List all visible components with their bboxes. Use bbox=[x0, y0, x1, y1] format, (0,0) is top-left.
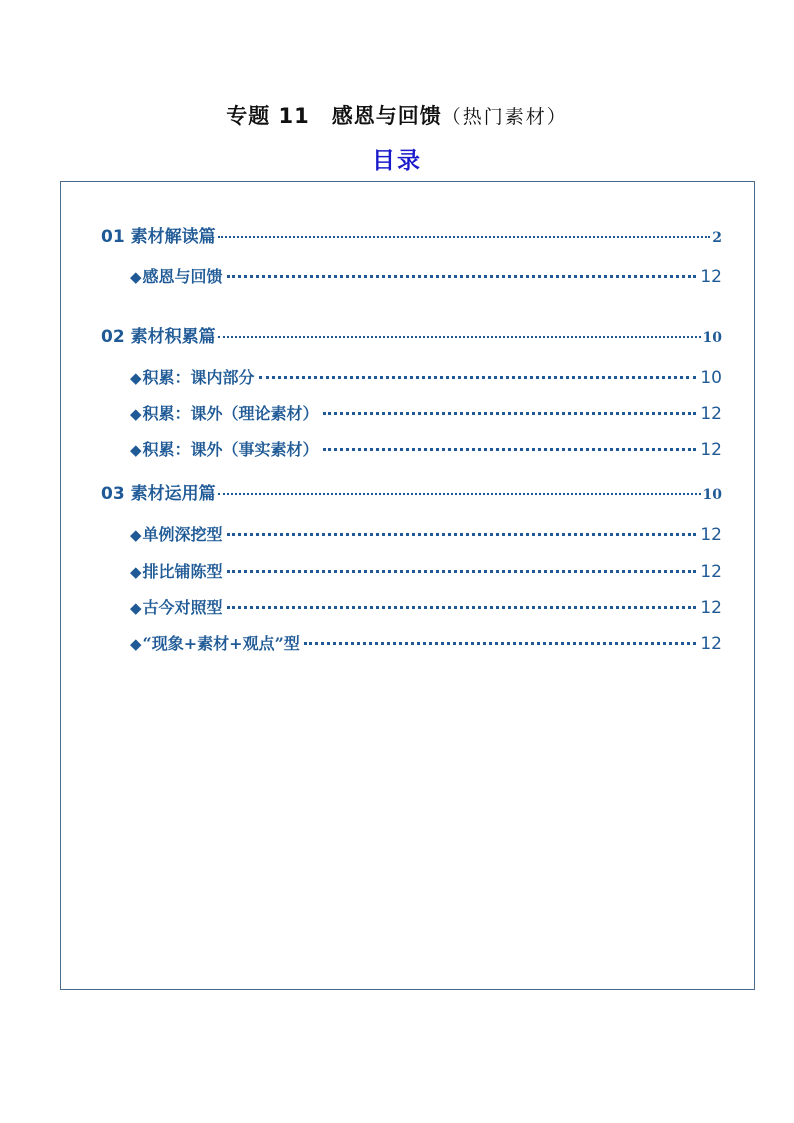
toc-section-label[interactable]: 01 素材解读篇 bbox=[101, 227, 216, 247]
toc-item[interactable] bbox=[130, 437, 722, 460]
toc-item[interactable] bbox=[130, 522, 722, 545]
diamond-bullet-icon: ◆ bbox=[130, 563, 142, 581]
diamond-bullet-icon: ◆ bbox=[130, 405, 142, 423]
toc-page-number: 12 bbox=[700, 598, 722, 618]
toc-item-label: 积累：课外（理论素材） bbox=[142, 404, 319, 423]
dot-leader bbox=[323, 412, 697, 415]
dot-leader bbox=[323, 448, 697, 451]
toc-item-label: “现象+素材+观点”型 bbox=[142, 634, 300, 653]
toc-section-01[interactable] bbox=[101, 222, 722, 247]
toc-page-number: 12 bbox=[700, 440, 722, 460]
diamond-bullet-icon: ◆ bbox=[130, 599, 142, 617]
toc-item-label-wrap[interactable] bbox=[130, 437, 319, 460]
toc-item-label: 积累：课外（事实素材） bbox=[142, 440, 319, 459]
toc-page-number: 12 bbox=[700, 525, 722, 545]
toc-item[interactable] bbox=[130, 595, 722, 618]
toc-item-label-wrap[interactable] bbox=[130, 401, 319, 424]
toc-item-label-wrap[interactable] bbox=[130, 631, 300, 654]
toc-item[interactable] bbox=[130, 631, 722, 654]
toc-item-label: 积累：课内部分 bbox=[142, 368, 255, 387]
toc-item[interactable] bbox=[130, 401, 722, 424]
document-title-main: 专题 11 感恩与回馈 bbox=[226, 104, 442, 128]
document-title bbox=[0, 100, 794, 130]
diamond-bullet-icon: ◆ bbox=[130, 635, 142, 653]
toc-page-number: 12 bbox=[700, 267, 722, 287]
toc-page-number: 10 bbox=[702, 330, 722, 346]
dot-leader bbox=[218, 493, 701, 495]
toc-item[interactable] bbox=[130, 365, 722, 388]
diamond-bullet-icon: ◆ bbox=[130, 369, 142, 387]
toc-section-label[interactable]: 03 素材运用篇 bbox=[101, 484, 216, 504]
toc-section-03[interactable] bbox=[101, 479, 722, 504]
diamond-bullet-icon: ◆ bbox=[130, 441, 142, 459]
dot-leader bbox=[227, 606, 697, 609]
dot-leader bbox=[227, 570, 697, 573]
diamond-bullet-icon: ◆ bbox=[130, 268, 142, 286]
toc-item-label: 古今对照型 bbox=[142, 598, 223, 617]
table-of-contents bbox=[60, 181, 755, 990]
toc-item-label: 排比铺陈型 bbox=[142, 562, 223, 581]
toc-page-number: 2 bbox=[712, 230, 722, 246]
toc-item-label-wrap[interactable] bbox=[130, 264, 223, 287]
toc-section-02[interactable] bbox=[101, 322, 722, 347]
toc-section-label[interactable]: 02 素材积累篇 bbox=[101, 327, 216, 347]
dot-leader bbox=[218, 336, 701, 338]
toc-item-label-wrap[interactable] bbox=[130, 522, 223, 545]
toc-item[interactable] bbox=[130, 559, 722, 582]
toc-item-label-wrap[interactable] bbox=[130, 595, 223, 618]
toc-page-number: 12 bbox=[700, 404, 722, 424]
dot-leader bbox=[227, 533, 697, 536]
toc-heading: 目录 bbox=[372, 148, 422, 174]
toc-page-number: 10 bbox=[700, 368, 722, 388]
toc-page-number: 10 bbox=[702, 487, 722, 503]
diamond-bullet-icon: ◆ bbox=[130, 526, 142, 544]
dot-leader bbox=[218, 236, 711, 238]
toc-item-label-wrap[interactable] bbox=[130, 559, 223, 582]
document-title-sub: （热门素材） bbox=[441, 106, 568, 128]
toc-item[interactable] bbox=[130, 264, 722, 287]
toc-item-label: 感恩与回馈 bbox=[142, 267, 223, 286]
dot-leader bbox=[227, 275, 697, 278]
toc-page-number: 12 bbox=[700, 634, 722, 654]
toc-item-label: 单例深挖型 bbox=[142, 525, 223, 544]
toc-page-number: 12 bbox=[700, 562, 722, 582]
toc-item-label-wrap[interactable] bbox=[130, 365, 255, 388]
dot-leader bbox=[304, 642, 697, 645]
dot-leader bbox=[259, 376, 697, 379]
